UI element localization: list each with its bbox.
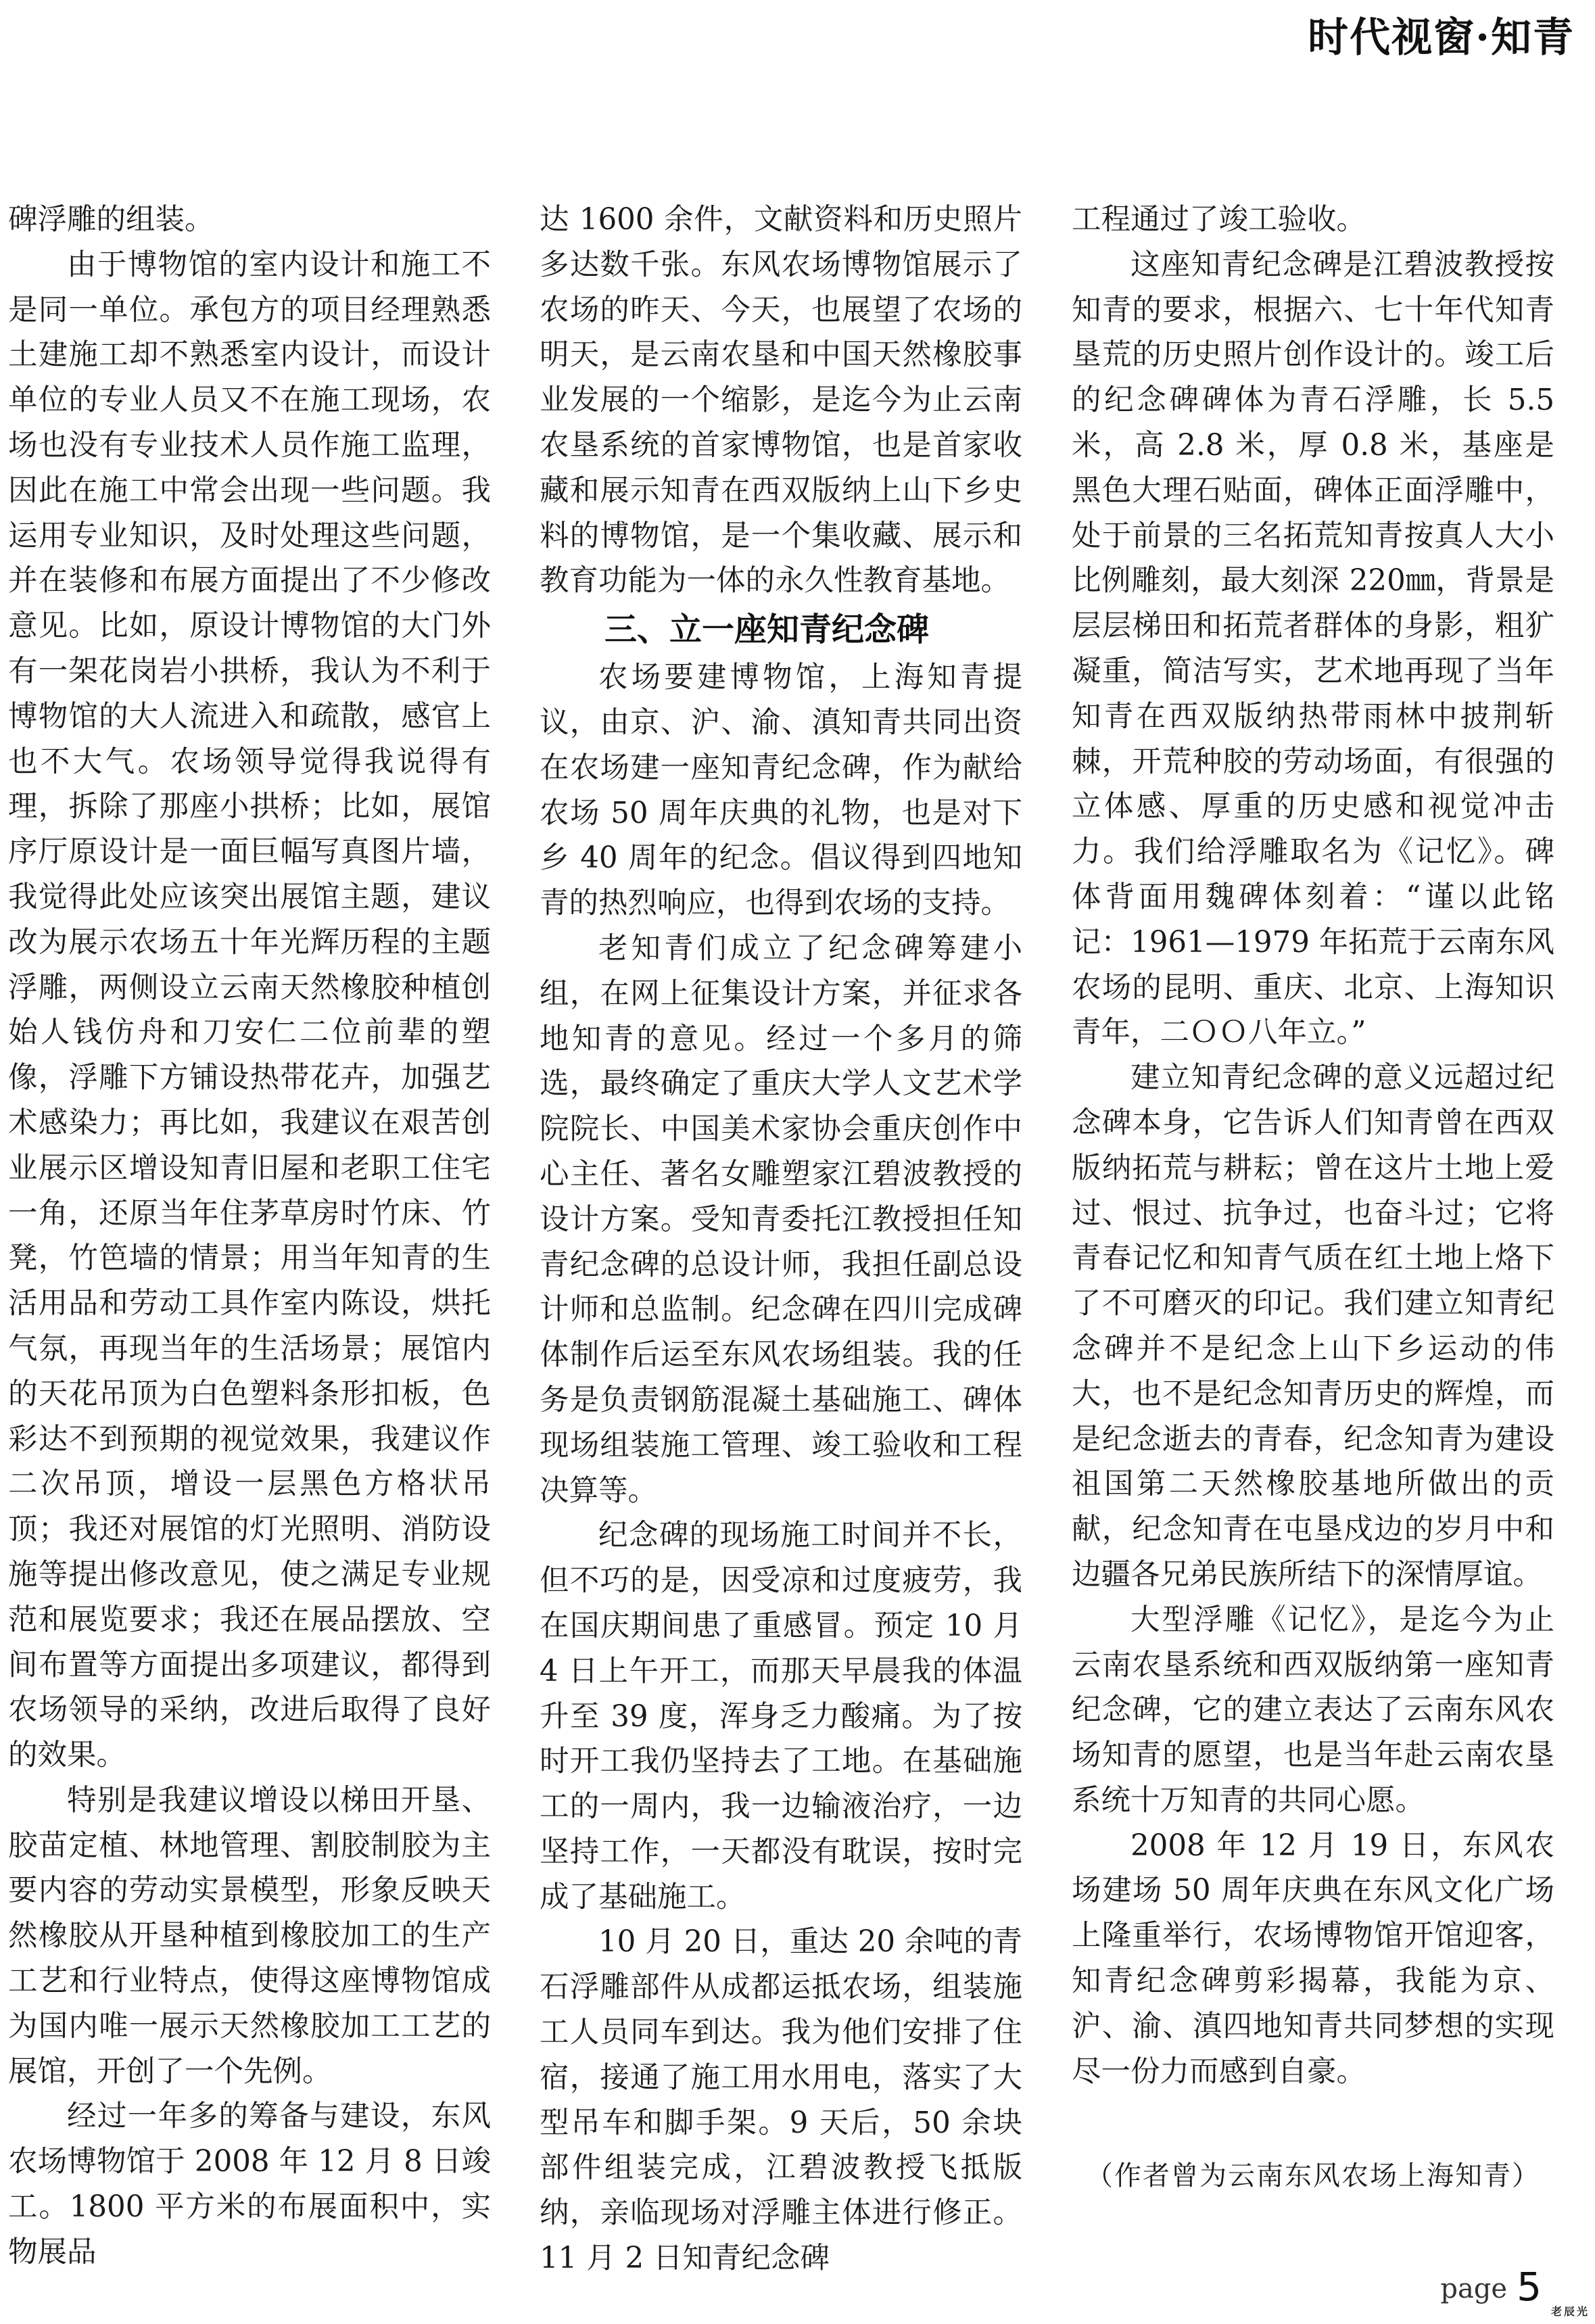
paragraph: 纪念碑的现场施工时间并不长，但不巧的是，因受凉和过度疲劳，我在国庆期间患了重感冒。预定 10 月 4 日上午开工，而那天早晨我的体温升至 39 度，浑身乏力酸痛。为了按时开工我仍坚持去了工地。在基础施工的一周内，我一边输液治疗，一边坚持工作，一天都没有耽误，按时完成了基础施工。 (540, 1519, 1022, 1914)
author-byline: （作者曾为云南东风农场上海知青） (1086, 2160, 1540, 2192)
paragraph: 这座知青纪念碑是江碧波教授按知青的要求，根据六、七十年代知青垦荒的历史照片创作设计的。竣工后的纪念碑碑体为青石浮雕，长 5.5 米，高 2.8 米，厚 0.8 米，基座是黑色大理石贴面，碑体正面浮雕中，处于前景的三名拓荒知青按真人大小比例雕刻，最大刻深 220㎜，背景是层层梯田和拓荒者群体的身影，粗犷凝重，简洁写实，艺术地再现了当年知青在西双版纳热带雨林中披荆斩棘，开荒种胶的劳动场面，有很强的立体感、厚重的历史感和视觉冲击力。我们给浮雕取名为《记忆》。碑体背面用魏碑体刻着：“谨以此铭记：1961—1979 年拓荒于云南东风农场的昆明、重庆、北京、上海知识青年，二ＯＯ八年立。” (1072, 247, 1554, 1050)
paragraph: 达 1600 余件，文献资料和历史照片多达数千张。东风农场博物馆展示了农场的昨天、今天，也展望了农场的明天，是云南农垦和中国天然橡胶事业发展的一个缩影，是迄今为止云南农垦系统的首家博物馆，也是首家收藏和展示知青在西双版纳上山下乡史料的博物馆，是一个集收藏、展示和教育功能为一体的永久性教育基地。 (540, 203, 1022, 598)
section-title: 三、立一座知青纪念碑 (604, 611, 930, 649)
paragraph: 工程通过了竣工验收。 (1072, 203, 1366, 237)
column-1 (8, 197, 491, 2275)
paragraph: 由于博物馆的室内设计和施工不是同一单位。承包方的项目经理熟悉土建施工却不熟悉室内设计，而设计单位的专业人员又不在施工现场，农场也没有专业技术人员作施工监理，因此在施工中常会出现一些问题。我运用专业知识，及时处理这些问题，并在装修和布展方面提出了不少修改意见。比如，原设计博物馆的大门外有一架花岗岩小拱桥，我认为不利于博物馆的大人流进入和疏散，感官上也不大气。农场领导觉得我说得有理，拆除了那座小拱桥；比如，展馆序厅原设计是一面巨幅写真图片墙，我觉得此处应该突出展馆主题，建议改为展示农场五十年光辉历程的主题浮雕，两侧设立云南天然橡胶种植创始人钱仿舟和刀安仁二位前辈的塑像，浮雕下方铺设热带花卉，加强艺术感染力；再比如，我建议在艰苦创业展示区增设知青旧屋和老职工住宅一角，还原当年住茅草房时竹床、竹凳，竹笆墙的情景；用当年知青的生活用品和劳动工具作室内陈设，烘托气氛，再现当年的生活场景；展馆内的天花吊顶为白色塑料条形扣板，色彩达不到预期的视觉效果，我建议作二次吊顶，增设一层黑色方格状吊顶；我还对展馆的灯光照明、消防设施等提出修改意见，使之满足专业规范和展览要求；我还在展品摆放、空间布置等方面提出多项建议，都得到农场领导的采纳，改进后取得了良好的效果。 (8, 247, 491, 1773)
paragraph: 老知青们成立了纪念碑筹建小组，在网上征集设计方案，并征求各地知青的意见。经过一个多月的筛选，最终确定了重庆大学人文艺术学院院长、中国美术家协会重庆创作中心主任、著名女雕塑家江碧波教授的设计方案。受知青委托江教授担任知青纪念碑的总设计师，我担任副总设计师和总监制。纪念碑在四川完成碑体制作后运至东风农场组装。我的任务是负责钢筋混凝土基础施工、碑体现场组装施工管理、竣工验收和工程决算等。 (540, 931, 1022, 1508)
paragraph: 碑浮雕的组装。 (8, 203, 214, 237)
page-number: 5 (1517, 2264, 1542, 2310)
page-footer (1440, 2264, 1590, 2320)
paragraph: 10 月 20 日，重达 20 余吨的青石浮雕部件从成都运抵农场，组装施工人员同车到达。我为他们安排了住宿，接通了施工用水用电，落实了大型吊车和脚手架。9 天后，50 余块部件组装完成，江碧波教授飞抵版纳，亲临现场对浮雕主体进行修正。11 月 2 日知青纪念碑 (540, 1925, 1022, 2276)
paragraph: 2008 年 12 月 19 日，东风农场建场 50 周年庆典在东风文化广场上隆重举行，农场博物馆开馆迎客，知青纪念碑剪彩揭幕，我能为京、沪、渝、滇四地知青共同梦想的实现尽一份力而感到自豪。 (1072, 1828, 1554, 2089)
page-label: page (1440, 2273, 1508, 2304)
paragraph: 大型浮雕《记忆》，是迄今为止云南农垦系统和西双版纳第一座知青纪念碑，它的建立表达了云南东风农场知青的愿望，也是当年赴云南农垦系统十万知青的共同心愿。 (1072, 1603, 1554, 1818)
section-header: 时代视窗·知青 (1308, 14, 1575, 62)
paragraph: 特别是我建议增设以梯田开垦、胶苗定植、林地管理、割胶制胶为主要内容的劳动实景模型，形象反映天然橡胶从开垦种植到橡胶加工的生产工艺和行业特点，使得这座博物馆成为国内唯一展示天然橡胶加工工艺的展馆，开创了一个先例。 (8, 1783, 491, 2089)
paragraph: 农场要建博物馆，上海知青提议，由京、沪、渝、滇知青共同出资在农场建一座知青纪念碑，作为献给农场 50 周年庆典的礼物，也是对下乡 40 周年的纪念。倡议得到四地知青的热烈响应，也得到农场的支持。 (540, 661, 1022, 921)
watermark: 老辰光 (1550, 2305, 1590, 2318)
paragraph: 建立知青纪念碑的意义远超过纪念碑本身，它告诉人们知青曾在西双版纳拓荒与耕耘；曾在这片土地上爱过、恨过、抗争过，也奋斗过；它将青春记忆和知青气质在红土地上烙下了不可磨灭的印记。我们建立知青纪念碑并不是纪念上山下乡运动的伟大，也不是纪念知青历史的辉煌，而是纪念逝去的青春，纪念知青为建设祖国第二天然橡胶基地所做出的贡献，纪念知青在屯垦戍边的岁月中和边疆各兄弟民族所结下的深情厚谊。 (1072, 1061, 1554, 1592)
column-3 (1072, 197, 1554, 2199)
column-2 (540, 197, 1022, 2281)
paragraph: 经过一年多的筹备与建设，东风农场博物馆于 2008 年 12 月 8 日竣工。1800 平方米的布展面积中，实物展品 (8, 2100, 491, 2269)
